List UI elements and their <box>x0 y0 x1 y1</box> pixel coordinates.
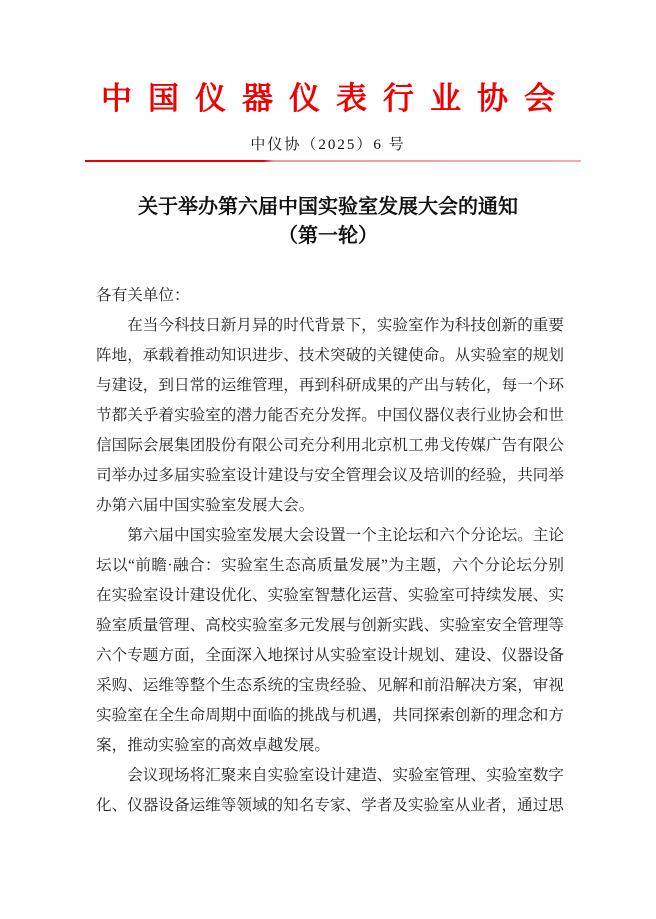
notice-title: 关于举办第六届中国实验室发展大会的通知 <box>138 196 518 218</box>
header-divider-line <box>85 160 581 162</box>
notice-body <box>96 281 564 821</box>
letterhead-title: 中国仪器仪表行业协会 <box>101 81 571 116</box>
paragraph-attendees: 会议现场将汇聚来自实验室设计建造、实验室管理、实验室数字化、仪器设备运维等领域的知名专家、学者及实验室从业者，通过思 <box>96 767 564 814</box>
notice-title-block <box>0 193 656 251</box>
salutation: 各有关单位： <box>96 287 190 304</box>
notice-round-subtitle: （第一轮） <box>278 225 378 247</box>
paragraph-background: 在当今科技日新月异的时代背景下，实验室作为科技创新的重要阵地，承载着推动知识进步、技术突破的关键使命。从实验室的规划与建设，到日常的运维管理，再到科研成果的产出与转化，每一个环节都关乎着实验室的潜力能否充分发挥。中国仪器仪表行业协会和世信国际会展集团股份有限公司充分利用北京机工弗戈传媒广告有限公司举办过多届实验室设计建设与安全管理会议及培训的经验，共同举办第六届中国实验室发展大会。 <box>96 317 564 514</box>
paragraph-forums: 第六届中国实验室发展大会设置一个主论坛和六个分论坛。主论坛以“前瞻·融合：实验室生态高质量发展”为主题，六个分论坛分别在实验室设计建设优化、实验室智慧化运营、实验室可持续发展、实验室质量管理、高校实验室多元发展与创新实践、实验室安全管理等六个专题方面，全面深入地探讨从实验室设计规划、建设、仪器设备采购、运维等整个生态系统的宝贵经验、见解和前沿解决方案，审视实验室在全生命周期中面临的挑战与机遇，共同探索创新的理念和方案，推动实验室的高效卓越发展。 <box>96 527 564 754</box>
doc-number: 中仪协（2025）6 号 <box>250 137 406 153</box>
